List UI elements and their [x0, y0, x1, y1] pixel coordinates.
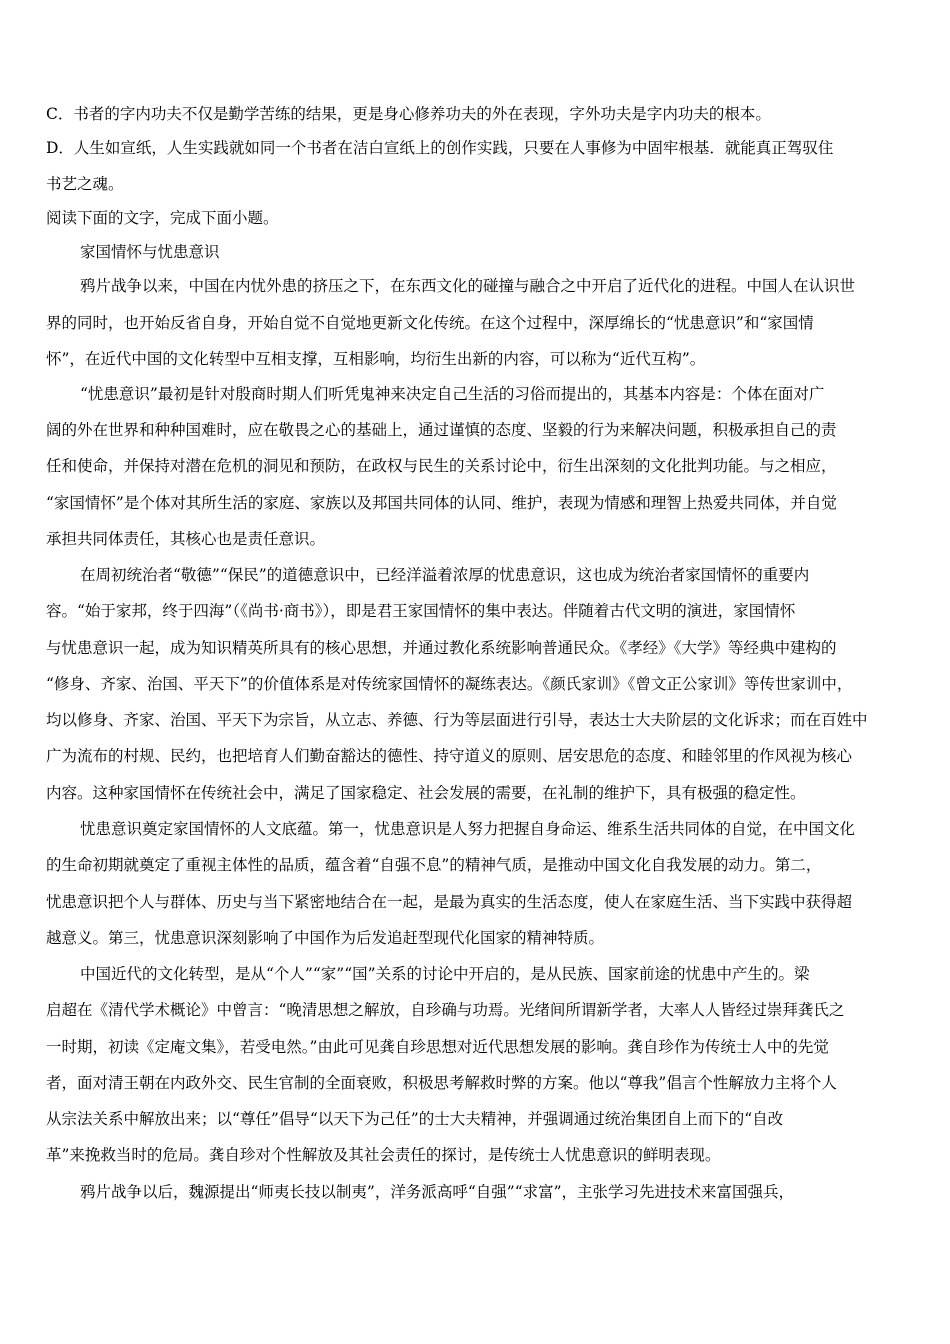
option-d-line-1: D．人生如宣纸，人生实践就如同一个书者在洁白宣纸上的创作实践，只要在人事修为中固牢根基．就能真正驾驭住 — [46, 139, 834, 157]
article-line: 从宗法关系中解放出来；以“尊任”倡导“以天下为己任”的士大夫精神，并强调通过统治集团自上而下的“自改 — [46, 1110, 784, 1128]
article-line: 与忧患意识一起，成为知识精英所具有的核心思想，并通过教化系统影响普通民众。《孝经》《大学》等经典中建构的 — [46, 639, 837, 657]
article-line: 任和使命，并保持对潜在危机的洞见和预防，在政权与民生的关系讨论中，衍生出深刻的文化批判功能。与之相应， — [46, 457, 837, 475]
article-line: 承担共同体责任，其核心也是责任意识。 — [46, 530, 326, 548]
article-line: 革”来挽救当时的危局。龚自珍对个性解放及其社会责任的探讨，是传统士人忧患意识的鲜明表现。 — [46, 1146, 721, 1164]
article-line: 界的同时，也开始反省自身，开始自觉不自觉地更新文化传统。在这个过程中，深厚绵长的“忧患意识”和“家国情 — [46, 314, 814, 332]
article-line: 者，面对清王朝在内政外交、民生官制的全面衰败，积极思考解救时弊的方案。他以“尊我”倡言个性解放力主将个人 — [46, 1074, 837, 1092]
article-line: 忧患意识奠定家国情怀的人文底蕴。第一，忧患意识是人努力把握自身命运、维系生活共同体的自觉，在中国文化 — [80, 820, 856, 838]
article-line: “忧患意识”最初是针对殷商时期人们听凭鬼神来决定自己生活的习俗而提出的，其基本内容是：个体在面对广 — [80, 385, 825, 403]
article-line: 内容。这种家国情怀在传统社会中，满足了国家稳定、社会发展的需要，在礼制的维护下，具有极强的稳定性。 — [46, 784, 806, 802]
article-line: 广为流布的村规、民约，也把培育人们勤奋豁达的德性、持守道义的原则、居安思危的态度、和睦邻里的作风视为核心 — [46, 747, 853, 765]
article-line: 启超在《清代学术概论》中曾言：“晚清思想之解放，自珍确与功焉。光绪间所谓新学者，大率人人皆经过崇拜龚氏之 — [46, 1001, 845, 1019]
article-line: 怀”，在近代中国的文化转型中互相支撑，互相影响，均衍生出新的内容，可以称为“近代互构”。 — [46, 350, 706, 368]
article-title: 家国情怀与忧患意识 — [80, 243, 220, 261]
option-d-line-2: 书艺之魂。 — [46, 175, 124, 193]
article-line: 中国近代的文化转型，是从“个人”“家”“国”关系的讨论中开启的，是从民族、国家前途的忧患中产生的。梁 — [80, 965, 810, 983]
article-line: 鸦片战争以后，魏源提出“师夷长技以制夷”，洋务派高呼“自强”“求富”，主张学习先进技术来富国强兵， — [80, 1183, 795, 1201]
article-line: 阔的外在世界和种种国难时，应在敬畏之心的基础上，通过谨慎的态度、坚毅的行为来解决问题，积极承担自己的责 — [46, 421, 837, 439]
option-c: C．书者的字内功夫不仅是勤学苦练的结果，更是身心修养功夫的外在表现，字外功夫是字内功夫的根本。 — [46, 105, 771, 123]
article-line: 均以修身、齐家、治国、平天下为宗旨，从立志、养德、行为等层面进行引导，表达士大夫阶层的文化诉求；而在百姓中 — [46, 711, 868, 729]
article-line: 鸦片战争以来，中国在内忧外患的挤压之下，在东西文化的碰撞与融合之中开启了近代化的进程。中国人在认识世 — [80, 277, 856, 295]
article-line: 一时期，初读《定庵文集》，若受电然。”由此可见龚自珍思想对近代思想发展的影响。龚自珍作为传统士人中的先觉 — [46, 1038, 829, 1056]
article-line: 的生命初期就奠定了重视主体性的品质，蕴含着“自强不息”的精神气质，是推动中国文化自我发展的动力。第二， — [46, 856, 822, 874]
reading-instruction: 阅读下面的文字，完成下面小题。 — [46, 209, 279, 227]
article-line: “家国情怀”是个体对其所生活的家庭、家族以及邦国共同体的认同、维护，表现为情感和理智上热爱共同体，并自觉 — [46, 494, 837, 512]
article-line: 越意义。第三，忧患意识深刻影响了中国作为后发追赶型现代化国家的精神特质。 — [46, 929, 605, 947]
article-line: 容。“始于家邦，终于四海”（《尚书·商书》），即是君王家国情怀的集中表达。伴随着古代文明的演进，家国情怀 — [46, 602, 796, 620]
article-line: 忧患意识把个人与群体、历史与当下紧密地结合在一起，是最为真实的生活态度，使人在家庭生活、当下实践中获得超 — [46, 893, 853, 911]
article-line: “修身、齐家、治国、平天下”的价值体系是对传统家国情怀的凝练表达。《颜氏家训》《曾文正公家训》等传世家训中， — [46, 675, 853, 693]
article-line: 在周初统治者“敬德”“保民”的道德意识中，已经洋溢着浓厚的忧患意识，这也成为统治者家国情怀的重要内 — [80, 566, 810, 584]
